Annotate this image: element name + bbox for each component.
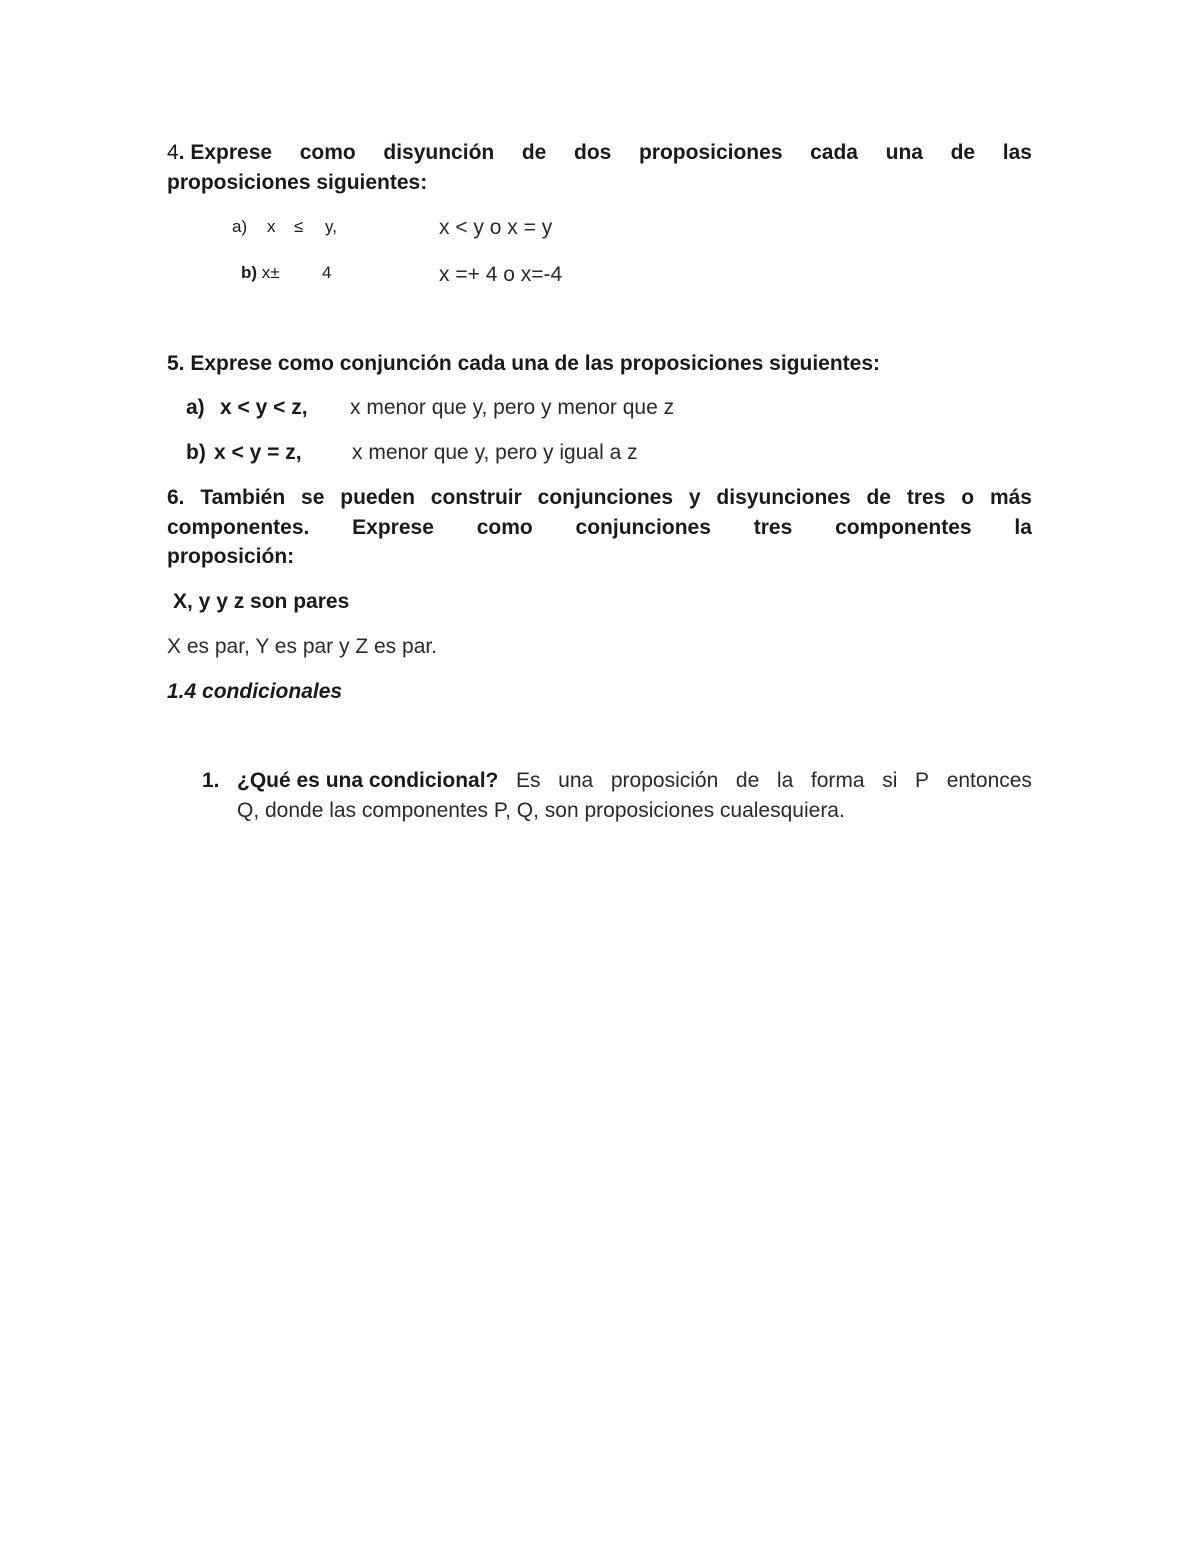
- q6-word: o: [961, 486, 975, 509]
- q4-word: proposiciones: [638, 141, 783, 164]
- q5-a-answer: x menor que y, pero y menor que z: [350, 396, 675, 419]
- list-item-word: Es: [516, 769, 541, 792]
- q6-word: conjunciones: [537, 486, 674, 509]
- q4-b-label: b): [241, 263, 258, 282]
- q4-b-expr-4: 4: [322, 263, 332, 282]
- q6-word: tres: [906, 486, 946, 509]
- q4-a-label: a): [232, 217, 248, 236]
- q4-word: como: [299, 141, 356, 164]
- q6-word: componentes.: [167, 516, 310, 539]
- q5-title: 5. Exprese como conjunción cada una de las proposiciones siguientes:: [167, 352, 881, 375]
- list-item-word: proposición: [610, 769, 719, 792]
- q4-word: dos: [574, 141, 612, 164]
- list-item-word: entonces: [946, 769, 1032, 792]
- q4-a-expr-x: x: [267, 217, 276, 236]
- list-item-word: forma: [810, 769, 865, 792]
- list-item-question: ¿Qué es una condicional?: [237, 769, 499, 792]
- list-item-word: de: [735, 769, 760, 792]
- q6-word: Exprese: [352, 516, 434, 539]
- q6-word: 6.: [167, 486, 185, 509]
- list-item-line1: [237, 769, 1032, 793]
- q6-word: más: [989, 486, 1032, 509]
- q6-statement: X, y y z son pares: [173, 590, 350, 613]
- q5-a-expr: x < y < z,: [220, 396, 308, 419]
- list-item-word: P: [915, 769, 930, 792]
- q6-word: la: [1014, 516, 1032, 539]
- q6-line3: proposición:: [167, 545, 295, 568]
- q4-word: disyunción: [383, 141, 495, 164]
- q4-word: de: [950, 141, 976, 164]
- q4-line2: proposiciones siguientes:: [167, 171, 428, 194]
- q6-word: construir: [430, 486, 522, 509]
- q6-word: También: [200, 486, 286, 509]
- q6-line1: [167, 486, 1032, 510]
- list-item-word: si: [882, 769, 898, 792]
- q4-word: las: [1002, 141, 1032, 164]
- q6-word: de: [866, 486, 891, 509]
- q6-answer: X es par, Y es par y Z es par.: [167, 635, 438, 658]
- list-item-line2: Q, donde las componentes P, Q, son proposiciones cualesquiera.: [237, 799, 845, 822]
- q4-a-expr-y: y,: [325, 217, 337, 236]
- q6-word: pueden: [340, 486, 415, 509]
- q6-word: componentes: [835, 516, 972, 539]
- q6-word: tres: [753, 516, 793, 539]
- q4-b-expr: x±: [261, 263, 280, 282]
- section-title: 1.4 condicionales: [167, 680, 343, 703]
- q4-number: 4: [167, 141, 179, 164]
- q6-word: se: [301, 486, 325, 509]
- q6-word: como: [476, 516, 533, 539]
- q4-b-answer: x =+ 4 o x=-4: [439, 263, 563, 286]
- q6-word: conjunciones: [575, 516, 711, 539]
- q5-b-answer: x menor que y, pero y igual a z: [352, 441, 638, 464]
- list-item-word: una: [558, 769, 594, 792]
- q4-word: una: [885, 141, 923, 164]
- q4-word: Exprese: [190, 141, 273, 164]
- q4-line1: 4. Exprese como disyunción de dos proposiciones cada una de las: [167, 141, 1032, 164]
- q6-line2: [167, 516, 1032, 540]
- q6-word: disyunciones: [716, 486, 851, 509]
- q6-word: y: [688, 486, 701, 509]
- q4-word: de: [521, 141, 547, 164]
- q5-b-label: b): [186, 441, 206, 464]
- list-item-number: 1.: [202, 769, 220, 792]
- q5-b-expr: x < y = z,: [214, 441, 302, 464]
- q4-a-expr-op: ≤: [294, 217, 304, 236]
- q5-a-label: a): [186, 396, 205, 419]
- list-item-word: la: [776, 769, 794, 792]
- q4-a-answer: x < y o x = y: [439, 216, 553, 239]
- q4-word: cada: [810, 141, 858, 164]
